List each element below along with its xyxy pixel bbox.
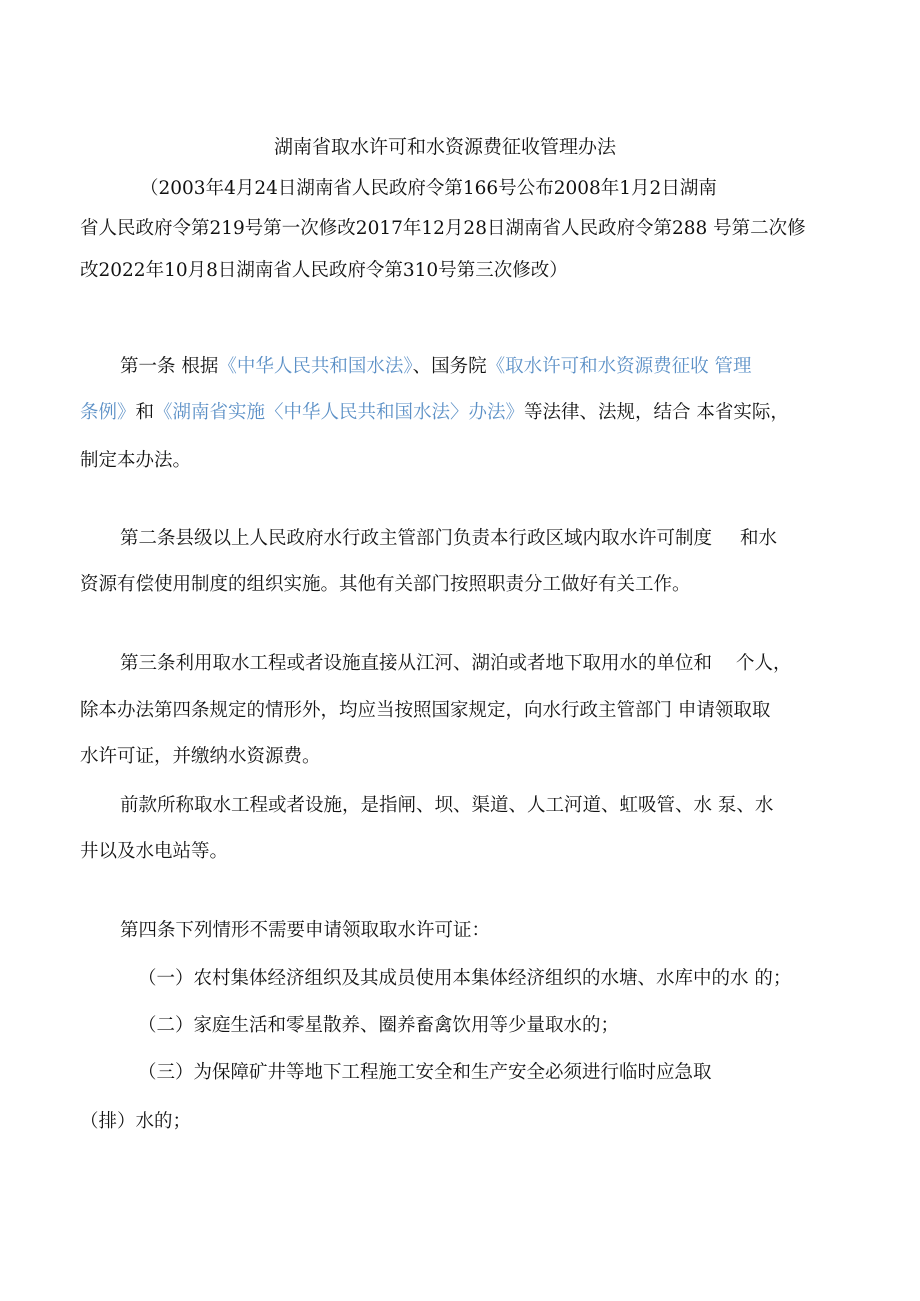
article-4-item-2: （二）家庭生活和零星散养、圈养畜禽饮用等少量取水的；: [138, 1015, 620, 1036]
article-4-item-3-line-1: （三）为保障矿井等地下工程施工安全和生产安全必须进行临时应急取: [138, 1062, 712, 1083]
article-1-text: 和: [135, 402, 155, 423]
article-2-line-2: 资源有偿使用制度的组织实施。其他有关部门按照职责分工做好有关工作。: [80, 574, 691, 595]
document-title: 湖南省取水许可和水资源费征收管理办法: [274, 136, 617, 158]
water-permit-regulation-link[interactable]: 条例》: [80, 402, 136, 423]
article-3-line-2: 除本办法第四条规定的情形外，均应当按照国家规定，向水行政主管部门 申请领取取: [80, 700, 771, 721]
hunan-water-law-measures-link[interactable]: 《湖南省实施〈中华人民共和国水法〉办法》: [154, 402, 525, 423]
water-law-link[interactable]: 《中华人民共和国水法》: [218, 356, 413, 377]
revision-history-line-3: 改2022年10月8日湖南省人民政府令第310号第三次修改）: [80, 260, 568, 281]
article-3-paragraph-2-line-2: 井以及水电站等。: [80, 841, 229, 862]
water-permit-regulation-link[interactable]: 《取水许可和水资源费征收 管理: [486, 356, 752, 377]
article-1-line-3: 制定本办法。: [80, 450, 192, 471]
article-2-text: 和水: [740, 528, 778, 549]
article-3-paragraph-2-line-1: 前款所称取水工程或者设施，是指闸、坝、渠道、人工河道、虹吸管、水 泵、水: [120, 795, 774, 816]
article-3-line-1: [120, 655, 792, 674]
article-4-item-1: （一）农村集体经济组织及其成员使用本集体经济组织的水塘、水库中的水 的；: [138, 968, 792, 989]
article-1-line-2: [80, 404, 789, 423]
revision-history-line-2: 省人民政府令第219号第一次修改2017年12月28日湖南省人民政府令第288 号第二次修: [80, 218, 806, 239]
article-1-line-1: [120, 358, 752, 377]
article-1-text: 第一条 根据: [120, 356, 219, 377]
article-3-text: 个人，: [736, 653, 792, 674]
article-2-text: 第二条县级以上人民政府水行政主管部门负责本行政区域内取水许可制度: [120, 528, 713, 549]
article-2-line-1: [120, 530, 777, 549]
article-1-text: 、国务院: [412, 356, 487, 377]
article-4-item-3-line-2: （排）水的；: [80, 1111, 192, 1132]
article-3-text: 第三条利用取水工程或者设施直接从江河、湖泊或者地下取用水的单位和: [120, 653, 713, 674]
article-1-text: 等法律、法规，结合 本省实际，: [524, 402, 789, 423]
article-4-intro: 第四条下列情形不需要申请领取取水许可证：: [120, 920, 491, 941]
revision-history-line-1: （2003年4月24日湖南省人民政府令第166号公布2008年1月2日湖南: [140, 178, 717, 199]
article-3-line-3: 水许可证，并缴纳水资源费。: [80, 746, 321, 767]
